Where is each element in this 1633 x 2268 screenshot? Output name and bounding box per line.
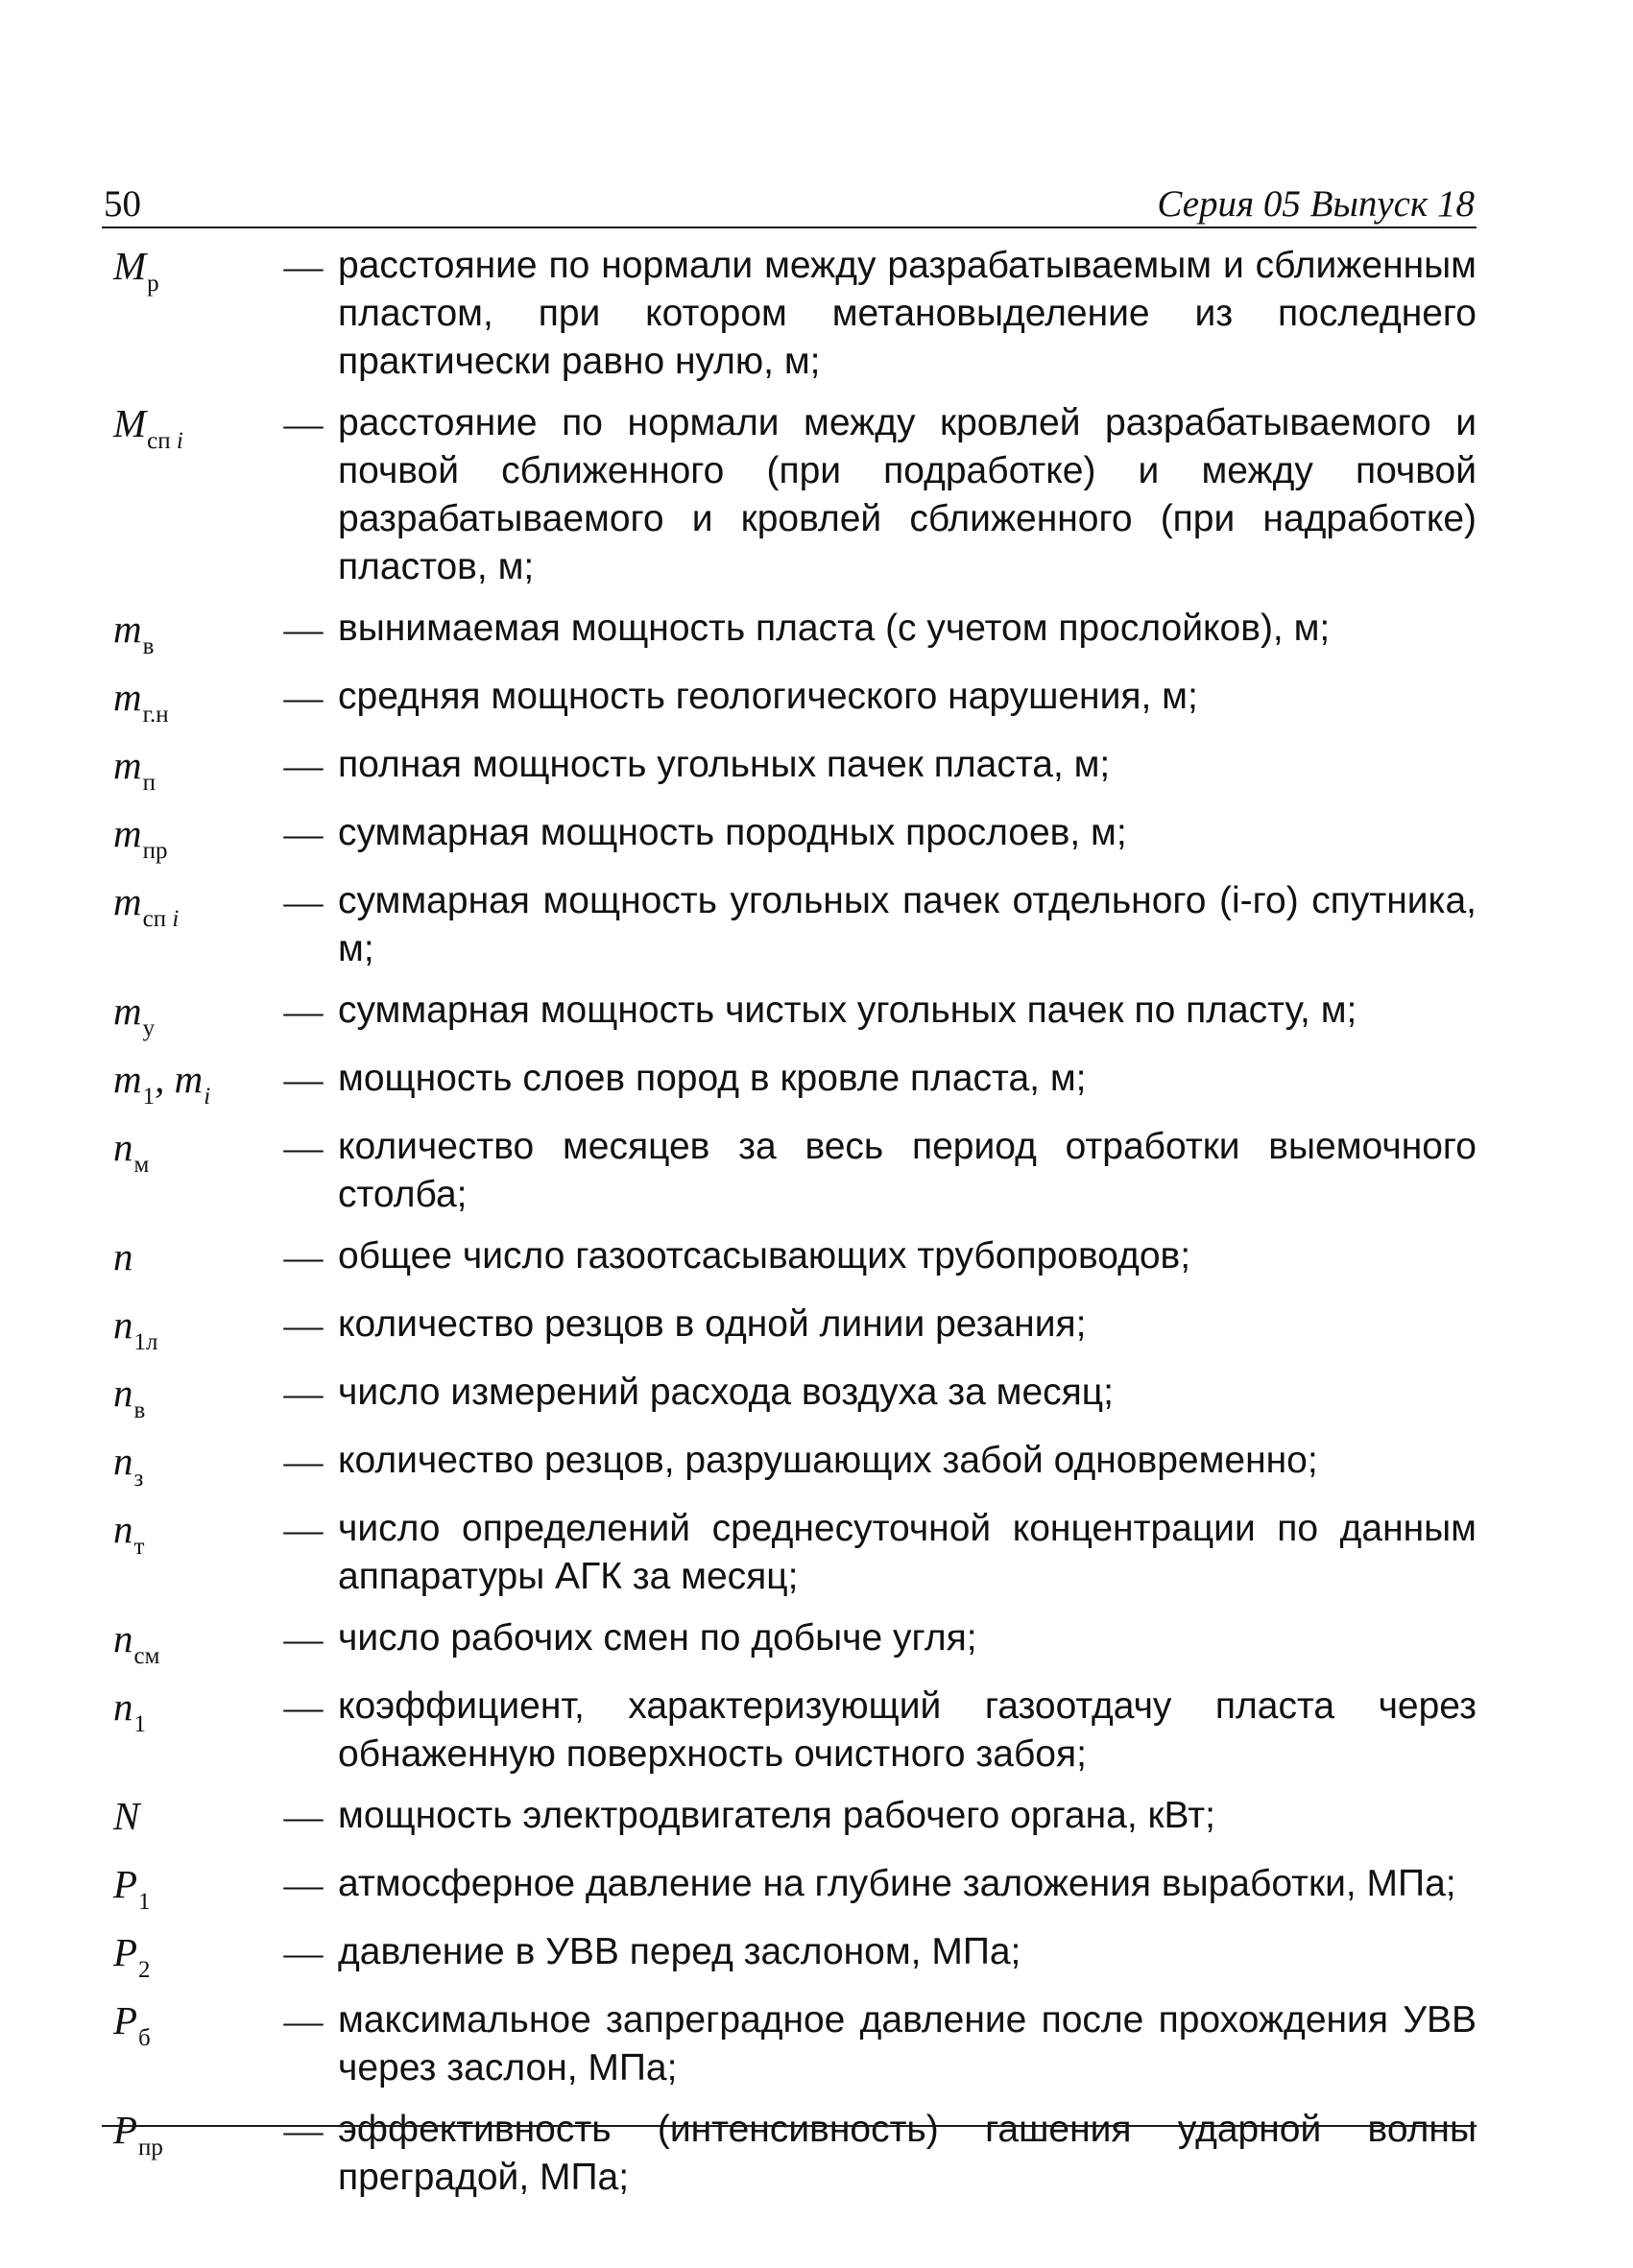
entry-symbol: [102, 1505, 269, 1560]
subscript-text: п: [142, 770, 156, 796]
subscript-text: т: [133, 1534, 145, 1560]
entry-symbol: [102, 1792, 269, 1847]
entry-symbol: [102, 1437, 269, 1492]
symbol-subscript-second: [204, 1084, 210, 1110]
glossary-entry-n: [102, 1232, 1477, 1287]
symbol-letter: M: [113, 401, 147, 445]
entry-definition: расстояние по нормали между разрабатываемым и сближенным пластом, при котором метановыделение из последнего практически равно нулю, м;: [338, 245, 1477, 382]
symbol-subscript: [143, 702, 169, 728]
entry-definition: максимальное запреградное давление после прохождения УВВ через заслон, МПа;: [338, 1999, 1477, 2089]
entry-symbol: [102, 809, 269, 864]
entry-dash: —: [283, 1302, 324, 1347]
subscript-text: сп: [147, 428, 177, 454]
symbol-subscript: [143, 1084, 156, 1110]
glossary-entry-P1: [102, 1860, 1477, 1915]
entry-symbol: [102, 1683, 269, 1737]
glossary-entry-Pb: [102, 1996, 1477, 2092]
symbol-subscript: [143, 1015, 156, 1041]
entry-definition: расстояние по нормали между кровлей разрабатываемого и почвой сближенного (при подработке) и между почвой разрабатываемого и кровлей сближенного (при надработке) пластов, м;: [338, 402, 1477, 587]
symbol-subscript: [134, 1329, 158, 1355]
subscript-italic: i: [176, 428, 183, 454]
symbol-letter: m: [113, 607, 142, 651]
entry-symbol: [102, 1369, 269, 1423]
glossary-entry-nz: [102, 1437, 1477, 1492]
entry-dash: —: [283, 1507, 324, 1551]
footer-rule: [102, 2125, 1477, 2127]
entry-symbol: [102, 1928, 269, 1983]
symbol-letter: m: [113, 879, 142, 923]
entry-definition: эффективность (интенсивность) гашения ударной волны преградой, МПа;: [338, 2109, 1477, 2198]
subscript-text: р: [147, 271, 159, 297]
entry-dash: —: [283, 1125, 324, 1169]
entry-dash: —: [283, 879, 324, 923]
symbol-subscript: [138, 1889, 151, 1915]
entry-dash: —: [283, 811, 324, 855]
glossary-entry-msp-i-lower: [102, 877, 1477, 973]
entry-symbol: [102, 1232, 269, 1287]
glossary-entry-P2: [102, 1928, 1477, 1983]
subscript-text: пр: [142, 838, 168, 864]
subscript-text: 1: [142, 1084, 156, 1110]
symbol-letter: n: [113, 1616, 133, 1660]
glossary-entry-mu: [102, 987, 1477, 1041]
subscript-text: 1л: [133, 1329, 158, 1355]
entry-symbol: [102, 1123, 269, 1178]
glossary-entry-mr: [102, 242, 1477, 386]
symbol-letter: m: [113, 743, 142, 787]
glossary-entry-mv: [102, 605, 1477, 659]
symbol-letter: n: [113, 1684, 133, 1729]
symbol-subscript: [134, 1397, 146, 1423]
entry-symbol: [102, 399, 269, 454]
entry-dash: —: [283, 1794, 324, 1838]
entry-definition: суммарная мощность угольных пачек отдельного (i-го) спутника, м;: [338, 880, 1477, 969]
entry-definition: количество месяцев за весь период отработки выемочного столба;: [338, 1126, 1477, 1215]
entry-dash: —: [283, 1616, 324, 1660]
entry-symbol: [102, 242, 269, 297]
symbol-letter: M: [113, 244, 147, 288]
page-number: 50: [104, 183, 141, 225]
subscript-text: б: [138, 2025, 151, 2051]
entry-dash: —: [283, 1057, 324, 1101]
entry-dash: —: [283, 1684, 324, 1729]
symbol-letter: N: [113, 1794, 140, 1838]
entry-dash: —: [283, 675, 324, 719]
glossary-entry-mp: [102, 741, 1477, 796]
entry-dash: —: [283, 1998, 324, 2042]
entry-dash: —: [283, 401, 324, 445]
subscript-text: м: [133, 1152, 150, 1178]
entry-symbol: [102, 741, 269, 796]
symbol-letter: P: [113, 1862, 138, 1906]
entry-definition: число рабочих смен по добыче угля;: [338, 1617, 977, 1659]
symbol-letter: n: [113, 1507, 133, 1551]
symbol-letter: n: [113, 1371, 133, 1415]
glossary-entry-msp-i: [102, 399, 1477, 591]
subscript-text: в: [133, 1397, 146, 1423]
glossary-entry-m1-mi: [102, 1055, 1477, 1110]
symbol-subscript: [134, 1152, 150, 1178]
entry-definition: число измерений расхода воздуха за месяц;: [338, 1372, 1114, 1413]
entry-dash: —: [283, 989, 324, 1033]
entry-definition: атмосферное давление на глубине заложения выработки, МПа;: [338, 1863, 1456, 1904]
entry-symbol: [102, 1614, 269, 1669]
symbol-letter: P: [113, 2108, 138, 2152]
entry-definition: средняя мощность геологического нарушения, м;: [338, 676, 1198, 717]
glossary-entry-mgn: [102, 673, 1477, 728]
symbol-subscript: [138, 1957, 151, 1983]
page-header: [102, 179, 1477, 228]
subscript-text: в: [142, 633, 155, 659]
entry-dash: —: [283, 2108, 324, 2152]
entry-symbol: [102, 673, 269, 728]
symbol-subscript: [147, 271, 159, 297]
subscript-text: пр: [138, 2135, 163, 2161]
symbol-subscript: [143, 838, 168, 864]
subscript-text: у: [142, 1015, 156, 1041]
symbol-letter: m: [113, 675, 142, 719]
symbol-subscript: [138, 2025, 151, 2051]
entry-definition: полная мощность угольных пачек пласта, м;: [338, 744, 1111, 785]
entry-definition: мощность слоев пород в кровле пласта, м;: [338, 1058, 1087, 1099]
symbol-letter: P: [113, 1998, 138, 2042]
subscript-text: з: [133, 1466, 144, 1492]
entry-symbol: [102, 1055, 269, 1110]
symbol-subscript: [143, 633, 155, 659]
entry-dash: —: [283, 1371, 324, 1415]
symbol-letter: m: [113, 811, 142, 855]
entry-definition: общее число газоотсасывающих трубопроводов;: [338, 1235, 1191, 1277]
entry-symbol: [102, 1996, 269, 2051]
entry-symbol: [102, 1301, 269, 1355]
entry-definition: давление в УВВ перед заслоном, МПа;: [338, 1931, 1021, 1972]
entry-symbol: [102, 2106, 269, 2161]
glossary-entry-nv: [102, 1369, 1477, 1423]
subscript-italic: i: [172, 906, 180, 932]
subscript-text: г.н: [142, 702, 169, 728]
entry-definition: вынимаемая мощность пласта (с учетом прослойков), м;: [338, 608, 1331, 649]
symbol-letter: n: [113, 1234, 133, 1278]
entry-definition: количество резцов, разрушающих забой одновременно;: [338, 1440, 1318, 1481]
symbol-glossary: [102, 242, 1477, 2215]
glossary-entry-Ppr: [102, 2106, 1477, 2202]
symbol-letter: n: [113, 1302, 133, 1347]
entry-definition: мощность электродвигателя рабочего органа, кВт;: [338, 1795, 1215, 1836]
symbol-subscript: [143, 770, 156, 796]
symbol-letter: P: [113, 1930, 138, 1974]
symbol-subscript: [138, 2135, 163, 2161]
glossary-entry-mpr: [102, 809, 1477, 864]
subscript-text: см: [133, 1643, 160, 1669]
entry-dash: —: [283, 1930, 324, 1974]
subscript-italic: i: [204, 1084, 211, 1110]
subscript-text: 1: [138, 1889, 151, 1915]
glossary-entry-N: [102, 1792, 1477, 1847]
symbol-letter: n: [113, 1439, 133, 1483]
glossary-entry-nt: [102, 1505, 1477, 1601]
subscript-text: 2: [138, 1957, 151, 1983]
entry-dash: —: [283, 244, 324, 288]
entry-symbol: [102, 987, 269, 1041]
entry-definition: коэффициент, характеризующий газоотдачу пласта через обнаженную поверхность очистного забоя;: [338, 1685, 1477, 1775]
entry-definition: суммарная мощность чистых угольных пачек по пласту, м;: [338, 990, 1357, 1031]
entry-definition: число определений среднесуточной концентрации по данным аппаратуры АГК за месяц;: [338, 1508, 1477, 1597]
symbol-subscript: [134, 1534, 145, 1560]
entry-dash: —: [283, 1862, 324, 1906]
symbol-subscript: [134, 1643, 160, 1669]
glossary-entry-nm: [102, 1123, 1477, 1219]
glossary-entry-n1: [102, 1683, 1477, 1779]
entry-symbol: [102, 605, 269, 659]
symbol-subscript: [134, 1711, 147, 1737]
entry-symbol: [102, 1860, 269, 1915]
entry-symbol: [102, 877, 269, 932]
entry-dash: —: [283, 1439, 324, 1483]
symbol-letter-second: , m: [155, 1057, 204, 1101]
symbol-subscript: [147, 428, 183, 454]
entry-dash: —: [283, 743, 324, 787]
symbol-subscript: [134, 1466, 144, 1492]
symbol-subscript: [143, 906, 180, 932]
entry-definition: суммарная мощность породных прослоев, м;: [338, 812, 1127, 853]
symbol-letter: m: [113, 1057, 142, 1101]
running-title: Серия 05 Выпуск 18: [1157, 183, 1475, 225]
subscript-text: 1: [133, 1711, 146, 1737]
entry-dash: —: [283, 1234, 324, 1278]
entry-definition: количество резцов в одной линии резания;: [338, 1303, 1087, 1345]
entry-dash: —: [283, 607, 324, 651]
symbol-letter: m: [113, 989, 142, 1033]
symbol-letter: n: [113, 1125, 133, 1169]
glossary-entry-n1l: [102, 1301, 1477, 1355]
glossary-entry-nsm: [102, 1614, 1477, 1669]
subscript-text: сп: [142, 906, 173, 932]
